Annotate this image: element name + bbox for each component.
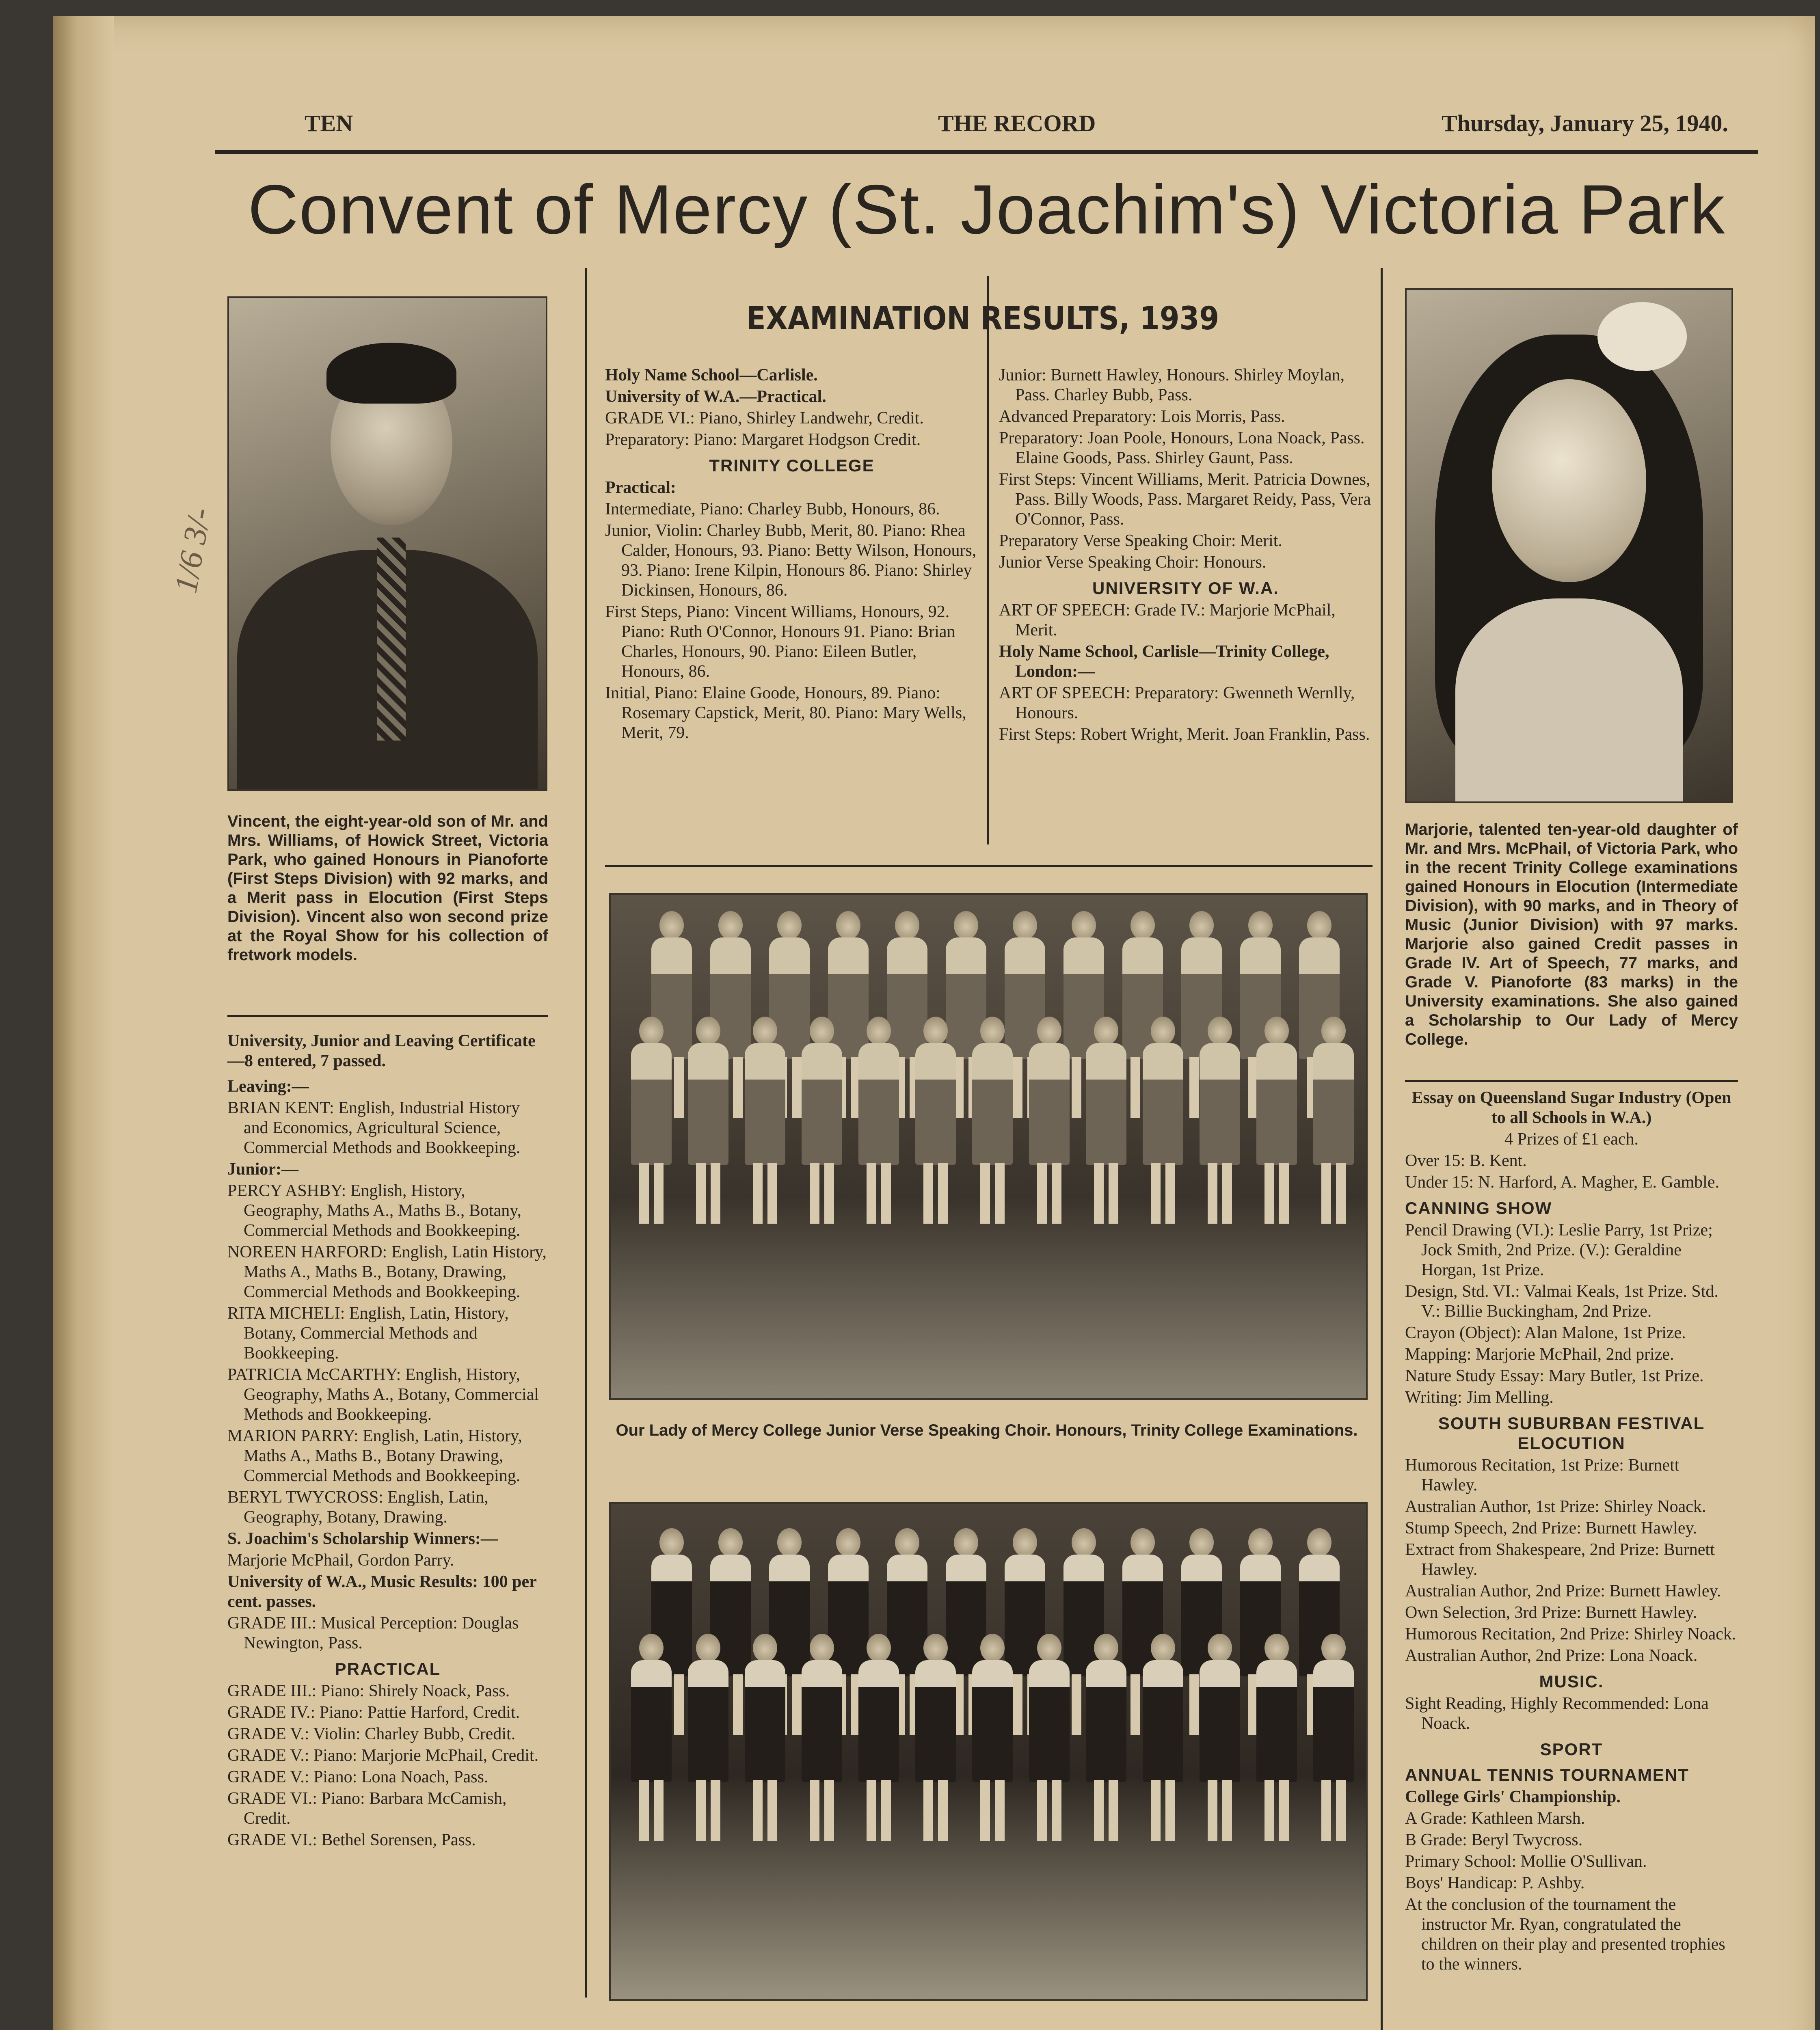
result-entry: Own Selection, 3rd Prize: Burnett Hawley.	[1405, 1603, 1697, 1622]
scholarship-label: S. Joachim's Scholarship Winners:—	[227, 1529, 498, 1548]
scholarship-winners: Marjorie McPhail, Gordon Parry.	[227, 1551, 454, 1570]
result-entry: First Steps: Robert Wright, Merit. Joan Franklin, Pass.	[999, 725, 1370, 744]
result-entry: Preparatory: Joan Poole, Honours, Lona Noack, Pass. Elaine Goods, Pass. Shirley Gaunt, Pass.	[999, 429, 1365, 467]
result-entry: Pencil Drawing (VI.): Leslie Parry, 1st Prize; Jock Smith, 2nd Prize. (V.): Geraldine Horgan, 1st Prize.	[1405, 1221, 1713, 1279]
result-entry: ART OF SPEECH: Grade IV.: Marjorie McPhail, Merit.	[999, 601, 1336, 639]
result-entry: NOREEN HARFORD: English, Latin History, Maths A., Maths B., Botany, Drawing, Commercial Methods and Bookkeeping.	[227, 1243, 547, 1301]
result-entry: Extract from Shakespeare, 2nd Prize: Burnett Hawley.	[1405, 1540, 1715, 1579]
result-entry: Nature Study Essay: Mary Butler, 1st Prize.	[1405, 1367, 1704, 1385]
choir-member	[1139, 1634, 1187, 1845]
choir-member	[854, 1017, 903, 1228]
divider	[605, 865, 1373, 867]
choir-member	[1252, 1634, 1301, 1845]
header-rule	[215, 150, 1758, 154]
result-entry: Australian Author, 1st Prize: Shirley Noack.	[1405, 1497, 1706, 1516]
choir-member	[627, 1634, 676, 1845]
choir-member	[968, 1634, 1017, 1845]
subsection-heading: Holy Name School—Carlisle.	[605, 366, 818, 384]
result-entry: Junior, Violin: Charley Bubb, Merit, 80. Piano: Rhea Calder, Honours, 93. Piano: Betty Wilson, Honours, 93. Piano: Irene Kilpin, Honours 86. Piano: Shirley Dickinsen, Honours, 86.	[605, 521, 977, 600]
result-entry: MARION PARRY: English, Latin, History, Maths A., Maths B., Botany Drawing, Commercial Methods and Bookkeeping.	[227, 1427, 522, 1485]
practical-list	[227, 1681, 548, 1850]
subsection-heading: Holy Name School, Carlisle—Trinity College, London:—	[999, 642, 1329, 681]
result-entry: RITA MICHELI: English, Latin, History, Botany, Commercial Methods and Bookkeeping.	[227, 1304, 509, 1363]
choir-member	[1309, 1634, 1358, 1845]
choir-member	[798, 1017, 846, 1228]
choir-member	[1252, 1017, 1301, 1228]
exam-results-title: EXAMINATION RESULTS, 1939	[746, 300, 1219, 337]
result-entry: GRADE V.: Violin: Charley Bubb, Credit.	[227, 1725, 516, 1743]
result-entry: ART OF SPEECH: Preparatory: Gwenneth Wernlly, Honours.	[999, 684, 1355, 722]
choir-member	[1195, 1634, 1244, 1845]
caption-marjorie: Marjorie, talented ten-year-old daughter of Mr. and Mrs. McPhail, of Victoria Park, who in the recent Trinity College examinations gained Honours in Elocution (Intermediate Division), with 90 marks, and in Theory of Music (Junior Division) with 97 marks. Marjorie also gained Credit passes in Grade IV. Art of Speech, 77 marks, and Grade V. Pianoforte (83 marks) in the University examinations. She also gained a Scholarship to Our Lady of Mercy College.	[1405, 821, 1738, 1048]
divider	[1405, 1080, 1738, 1082]
handwritten-margin-note: 1/6 3/-	[168, 505, 218, 596]
choir-member	[684, 1634, 733, 1845]
result-entry: Design, Std. VI.: Valmai Keals, 1st Prize. Std. V.: Billie Buckingham, 2nd Prize.	[1405, 1282, 1718, 1321]
result-entry: B Grade: Beryl Twycross.	[1405, 1831, 1583, 1849]
result-entry: GRADE V.: Piano: Marjorie McPhail, Credit.	[227, 1746, 539, 1765]
result-entry: GRADE IV.: Piano: Pattie Harford, Credit.	[227, 1703, 520, 1722]
subsection-heading: Practical:	[605, 478, 676, 497]
practical-heading: PRACTICAL	[335, 1659, 441, 1678]
page-header	[223, 110, 1746, 142]
essay-heading: Essay on Queensland Sugar Industry (Open to all Schools in W.A.)	[1411, 1088, 1731, 1127]
center-column-b	[999, 365, 1373, 746]
result-entry: A Grade: Kathleen Marsh.	[1405, 1809, 1585, 1828]
result-entry: Under 15: N. Harford, A. Magher, E. Gamble.	[1405, 1173, 1719, 1192]
leaving-list	[227, 1098, 548, 1158]
choir-member	[1309, 1017, 1358, 1228]
choir-member	[684, 1017, 733, 1228]
result-entry: Preparatory: Piano: Margaret Hodgson Credit.	[605, 430, 921, 449]
result-entry: Junior: Burnett Hawley, Honours. Shirley Moylan, Pass. Charley Bubb, Pass.	[999, 366, 1345, 404]
choir-member	[911, 1017, 960, 1228]
result-entry: Crayon (Object): Alan Malone, 1st Prize.	[1405, 1324, 1686, 1342]
choir-member	[1082, 1634, 1130, 1845]
result-entry: Humorous Recitation, 2nd Prize: Shirley Noack.	[1405, 1625, 1736, 1643]
result-entry: PERCY ASHBY: English, History, Geography, Maths A., Maths B., Botany, Commercial Methods and Bookkeeping.	[227, 1181, 521, 1240]
choir-member	[1082, 1017, 1130, 1228]
result-entry: GRADE VI.: Piano, Shirley Landwehr, Credit.	[605, 409, 924, 428]
music-results-label: University of W.A., Music Results: 100 per cent. passes.	[227, 1572, 537, 1611]
page-title: Convent of Mercy (St. Joachim's) Victoria Park	[248, 171, 1726, 248]
choir-member	[854, 1634, 903, 1845]
left-results-column	[227, 1031, 548, 1852]
result-entry: Initial, Piano: Elaine Goode, Honours, 89. Piano: Rosemary Capstick, Merit, 80. Piano: Mary Wells, Merit, 79.	[605, 684, 966, 742]
section-heading: UNIVERSITY OF W.A.	[1092, 579, 1279, 598]
caption-junior-choir: Our Lady of Mercy College Junior Verse Speaking Choir. Honours, Trinity College Examinations.	[616, 1421, 1358, 1439]
univ-heading: University, Junior and Leaving Certificate—8 entered, 7 passed.	[227, 1032, 536, 1070]
caption-vincent: Vincent, the eight-year-old son of Mr. and Mrs. Williams, of Howick Street, Victoria Park, who gained Honours in Pianoforte (First Steps Division) with 92 marks, and a Merit pass in Elocution (First Steps Division). Vincent also won second prize at the Royal Show for his collection of fretwork models.	[227, 812, 548, 964]
column-rule-left	[585, 268, 587, 1998]
music-result: GRADE III.: Musical Perception: Douglas Newington, Pass.	[227, 1614, 519, 1652]
choir-member	[741, 1017, 789, 1228]
photo-junior-choir	[609, 893, 1368, 1400]
junior-label: Junior:—	[227, 1160, 299, 1179]
right-results-column	[1405, 1088, 1738, 1976]
result-entry: GRADE VI.: Piano: Barbara McCamish, Credit.	[227, 1789, 507, 1828]
newspaper-page	[53, 16, 1815, 2030]
result-entry: Preparatory Verse Speaking Choir: Merit.	[999, 531, 1282, 550]
result-entry: Over 15: B. Kent.	[1405, 1151, 1527, 1170]
canning-heading: CANNING SHOW	[1405, 1199, 1552, 1218]
tennis-heading: ANNUAL TENNIS TOURNAMENT	[1405, 1765, 1689, 1784]
result-entry: Boys' Handicap: P. Ashby.	[1405, 1874, 1585, 1892]
result-entry: Junior Verse Speaking Choir: Honours.	[999, 553, 1267, 572]
result-entry: BRIAN KENT: English, Industrial History and Economics, Agricultural Science, Commercial Methods and Bookkeeping.	[227, 1099, 521, 1157]
photo-marjorie	[1405, 288, 1733, 803]
music-result: Sight Reading, Highly Recommended: Lona Noack.	[1405, 1694, 1709, 1733]
subsection-heading: University of W.A.—Practical.	[605, 387, 826, 406]
page-number: TEN	[305, 110, 353, 136]
column-rule-center-top	[987, 276, 989, 844]
page-binding-edge	[53, 16, 114, 2030]
junior-list	[227, 1181, 548, 1527]
result-entry: GRADE V.: Piano: Lona Noach, Pass.	[227, 1768, 489, 1786]
section-heading: TRINITY COLLEGE	[709, 456, 875, 475]
choir-member	[1025, 1634, 1074, 1845]
result-entry: Australian Author, 2nd Prize: Burnett Hawley.	[1405, 1582, 1721, 1600]
choir-member	[1025, 1017, 1074, 1228]
result-entry: Primary School: Mollie O'Sullivan.	[1405, 1852, 1647, 1871]
result-entry: Humorous Recitation, 1st Prize: Burnett Hawley.	[1405, 1456, 1680, 1494]
choir-member	[627, 1017, 676, 1228]
result-entry: BERYL TWYCROSS: English, Latin, Geography, Botany, Drawing.	[227, 1488, 489, 1527]
result-entry: GRADE VI.: Bethel Sorensen, Pass.	[227, 1831, 476, 1849]
result-entry: At the conclusion of the tournament the instructor Mr. Ryan, congratulated the children on their play and presented trophies to the winners.	[1405, 1895, 1725, 1974]
choir-member	[1195, 1017, 1244, 1228]
photo-preparatory-choir	[609, 1502, 1368, 2001]
result-entry: GRADE III.: Piano: Shirely Noack, Pass.	[227, 1682, 510, 1700]
festival-heading: SOUTH SUBURBAN FESTIVAL ELOCUTION	[1438, 1414, 1705, 1453]
music-heading: MUSIC.	[1539, 1672, 1604, 1691]
result-entry: Advanced Preparatory: Lois Morris, Pass.	[999, 407, 1285, 426]
tennis-subheading: College Girls' Championship.	[1405, 1788, 1621, 1806]
issue-date: Thursday, January 25, 1940.	[1442, 110, 1728, 136]
choir-member	[1139, 1017, 1187, 1228]
essay-subheading: 4 Prizes of £1 each.	[1504, 1130, 1639, 1149]
result-entry: First Steps, Piano: Vincent Williams, Honours, 92. Piano: Ruth O'Connor, Honours 91. Piano: Brian Charles, Honours, 90. Piano: Eileen Butler, Honours, 86.	[605, 603, 955, 681]
result-entry: Australian Author, 2nd Prize: Lona Noack.	[1405, 1646, 1698, 1665]
paper-name: THE RECORD	[938, 110, 1096, 136]
column-rule-right	[1381, 268, 1383, 2030]
choir-member	[741, 1634, 789, 1845]
result-entry: Mapping: Marjorie McPhail, 2nd prize.	[1405, 1345, 1674, 1364]
result-entry: Intermediate, Piano: Charley Bubb, Honours, 86.	[605, 500, 940, 518]
choir-member	[798, 1634, 846, 1845]
choir-member	[968, 1017, 1017, 1228]
result-entry: Stump Speech, 2nd Prize: Burnett Hawley.	[1405, 1519, 1697, 1538]
leaving-label: Leaving:—	[227, 1077, 309, 1096]
center-column-a	[605, 365, 979, 745]
result-entry: First Steps: Vincent Williams, Merit. Patricia Downes, Pass. Billy Woods, Pass. Margaret Reidy, Pass, Vera O'Connor, Pass.	[999, 470, 1371, 529]
result-entry: PATRICIA McCARTHY: English, History, Geography, Maths A., Botany, Commercial Methods and Bookkeeping.	[227, 1365, 539, 1424]
sport-heading: SPORT	[1540, 1740, 1603, 1759]
photo-vincent	[227, 296, 547, 791]
result-entry: Writing: Jim Melling.	[1405, 1388, 1554, 1407]
divider	[227, 1015, 548, 1017]
choir-member	[911, 1634, 960, 1845]
